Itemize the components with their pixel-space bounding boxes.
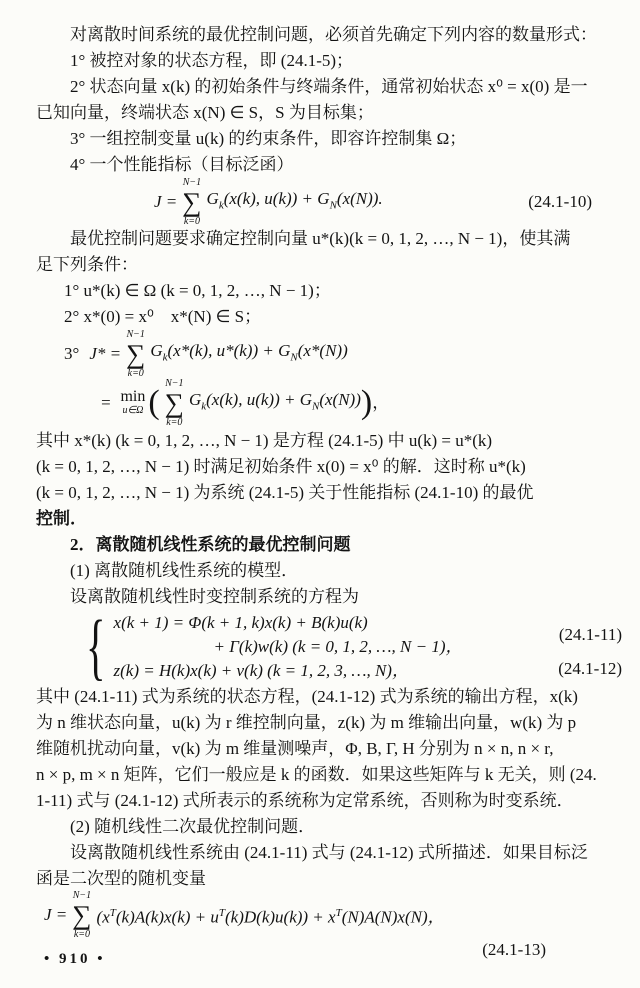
eq10-sub-k: k bbox=[218, 199, 224, 212]
eq13-term3: (k)D(k)u(k)) + x bbox=[225, 907, 336, 927]
subsection-2-heading: (2) 随机线性二次最优控制问题． bbox=[70, 817, 316, 836]
min-operator bbox=[120, 389, 145, 417]
eqmin-sub-k: k bbox=[201, 400, 207, 413]
equation-number-24-1-10: (24.1-10) bbox=[528, 192, 592, 211]
optimal-control-paragraph-line1: 最优控制问题要求确定控制向量 u*(k)(k = 0, 1, 2, …, N − 1)，使其满 bbox=[70, 229, 571, 248]
eqjstar-lhs: J* = bbox=[89, 344, 122, 363]
solution-paragraph-line1: 其中 x*(k) (k = 0, 1, 2, …, N − 1) 是方程 (24.1-5) 中 u(k) = u*(k) bbox=[36, 431, 493, 450]
equation-min bbox=[36, 378, 610, 428]
solution-paragraph-line2: (k = 0, 1, 2, …, N − 1) 时满足初始条件 x(0) = x⁰ 的解．这时称 u*(k) bbox=[36, 457, 526, 476]
sigma-icon: ∑ bbox=[164, 387, 184, 418]
sigma-icon: ∑ bbox=[126, 338, 146, 369]
eqmin-term2: (x(k), u(k)) + G bbox=[206, 389, 312, 409]
eq10-term3: (x(N)). bbox=[336, 188, 383, 208]
eq10-term2: (x(k), u(k)) + G bbox=[223, 188, 330, 208]
sigma-icon: ∑ bbox=[182, 186, 202, 217]
quadratic-paragraph-line2: 函是二次型的随机变量 bbox=[36, 869, 206, 888]
page-number: • 910 • bbox=[44, 951, 106, 967]
left-brace-icon: { bbox=[85, 606, 106, 688]
eq13-term2: (k)A(k)x(k) + u bbox=[115, 907, 219, 927]
eq10-term1: G bbox=[206, 188, 219, 208]
condition-1: 1° u*(k) ∈ Ω (k = 0, 1, 2, …, N − 1)； bbox=[64, 281, 331, 300]
sum-lower-limit: k=0 bbox=[166, 416, 183, 428]
list-item-2-line2: 已知向量，终端状态 x(N) ∈ S，S 为目标集； bbox=[36, 103, 374, 122]
sum-upper-limit: N−1 bbox=[165, 378, 184, 389]
summation-symbol bbox=[72, 890, 91, 940]
eqmin-term1: G bbox=[188, 389, 202, 409]
condition-3-marker: 3° bbox=[64, 344, 80, 363]
equation-j-star bbox=[36, 330, 610, 378]
eqjstar-sub-N: N bbox=[290, 351, 298, 364]
subsection-1-heading: (1) 离散随机线性系统的模型． bbox=[70, 561, 299, 580]
sum-upper-limit: N−1 bbox=[182, 177, 202, 188]
equation-24-1-13 bbox=[36, 892, 610, 938]
min-word: min bbox=[120, 388, 146, 405]
right-paren: ) bbox=[360, 384, 373, 421]
system-line-1: x(k + 1) = Φ(k + 1, k)x(k) + B(k)u(k) bbox=[113, 613, 368, 632]
section-2-heading: 2．离散随机线性系统的最优控制问题 bbox=[70, 535, 351, 554]
system-equations bbox=[114, 611, 463, 683]
explain-paragraph-line3: 维随机扰动向量，v(k) 为 m 维量测噪声，Φ, B, Γ, H 分别为 n × n, n × r, bbox=[36, 739, 554, 758]
left-paren: ( bbox=[148, 384, 160, 421]
summation-symbol bbox=[182, 177, 201, 227]
explain-paragraph-line5: 1-11) 式与 (24.1-12) 式所表示的系统称为定常系统，否则称为时变系统． bbox=[36, 791, 574, 810]
eqjstar-term1: G bbox=[150, 340, 163, 360]
eq10-sub-N: N bbox=[329, 199, 337, 212]
list-item-4: 4° 一个性能指标（目标泛函） bbox=[70, 155, 294, 174]
sum-upper-limit: N−1 bbox=[126, 329, 145, 340]
summation-symbol bbox=[165, 378, 184, 428]
eq10-lhs: J = bbox=[154, 192, 178, 211]
explain-paragraph-line4: n × p, m × n 矩阵，它们一般应是 k 的函数．如果这些矩阵与 k 无关，则 (24. bbox=[36, 765, 597, 784]
quadratic-paragraph-line1: 设离散随机线性系统由 (24.1-11) 式与 (24.1-12) 式所描述．如果目标泛 bbox=[70, 843, 588, 862]
sum-lower-limit: k=0 bbox=[183, 215, 200, 227]
equation-number-24-1-11: (24.1-11) bbox=[558, 625, 622, 644]
list-item-3: 3° 一组控制变量 u(k) 的约束条件，即容许控制集 Ω； bbox=[70, 129, 467, 148]
eq13-term1: (x bbox=[96, 907, 110, 927]
system-line-2: + Γ(k)w(k) (k = 0, 1, 2, …, N − 1)， bbox=[213, 637, 463, 656]
sum-upper-limit: N−1 bbox=[72, 890, 92, 901]
solution-paragraph-line4: 控制． bbox=[36, 509, 87, 528]
eq13-sup-T2: T bbox=[218, 906, 226, 919]
eq13-body bbox=[97, 900, 445, 931]
sum-lower-limit: k=0 bbox=[127, 367, 144, 379]
eq13-sup-T1: T bbox=[109, 906, 116, 919]
eq13-lhs: J = bbox=[44, 905, 68, 924]
eqmin-equals: = bbox=[100, 393, 112, 412]
min-subscript: u∈Ω bbox=[122, 405, 144, 416]
model-intro-paragraph: 设离散随机线性时变控制系统的方程为 bbox=[70, 587, 359, 606]
eqjstar-sub-k: k bbox=[162, 351, 168, 364]
sum-lower-limit: k=0 bbox=[73, 928, 90, 940]
eqmin-term3: (x(N)) bbox=[319, 389, 361, 409]
eqmin-body bbox=[189, 387, 361, 419]
eqjstar-term3: (x*(N)) bbox=[297, 340, 348, 360]
summation-symbol bbox=[126, 329, 145, 379]
list-item-2-line1: 2° 状态向量 x(k) 的初始条件与终端条件，通常初始状态 x⁰ = x(0) 是一 bbox=[70, 77, 588, 96]
eqmin-sub-N: N bbox=[311, 400, 320, 413]
eq10-body bbox=[207, 186, 383, 218]
eqjstar-body bbox=[150, 338, 347, 370]
eqjstar-term2: (x*(k), u*(k)) + G bbox=[167, 340, 291, 360]
system-line-3: z(k) = H(k)x(k) + v(k) (k = 1, 2, 3, …, N)， bbox=[113, 661, 409, 680]
explain-paragraph-line2: 为 n 维状态向量，u(k) 为 r 维控制向量，z(k) 为 m 维输出向量，w(k) 为 p bbox=[36, 713, 577, 732]
solution-paragraph-line3: (k = 0, 1, 2, …, N − 1) 为系统 (24.1-5) 关于性能指标 (24.1-10) 的最优 bbox=[36, 483, 534, 502]
equation-number-24-1-12: (24.1-12) bbox=[558, 659, 622, 678]
eq13-sup-T3: T bbox=[335, 906, 342, 919]
optimal-control-paragraph-line2: 足下列条件： bbox=[36, 255, 138, 274]
condition-2: 2° x*(0) = x⁰ x*(N) ∈ S； bbox=[64, 307, 262, 326]
eqmin-comma: ， bbox=[372, 393, 390, 412]
equation-system bbox=[78, 606, 622, 688]
explain-paragraph-line1: 其中 (24.1-11) 式为系统的状态方程，(24.1-12) 式为系统的输出方程，x(k) bbox=[36, 687, 578, 706]
intro-paragraph: 对离散时间系统的最优控制问题，必须首先确定下列内容的数量形式： bbox=[70, 25, 597, 44]
equation-24-1-10 bbox=[36, 178, 610, 226]
list-item-1: 1° 被控对象的状态方程，即 (24.1-5)； bbox=[70, 51, 354, 70]
sigma-icon: ∑ bbox=[72, 899, 92, 930]
equation-number-24-1-13: (24.1-13) bbox=[482, 940, 546, 959]
eq13-term4: (N)A(N)x(N)， bbox=[341, 907, 445, 927]
